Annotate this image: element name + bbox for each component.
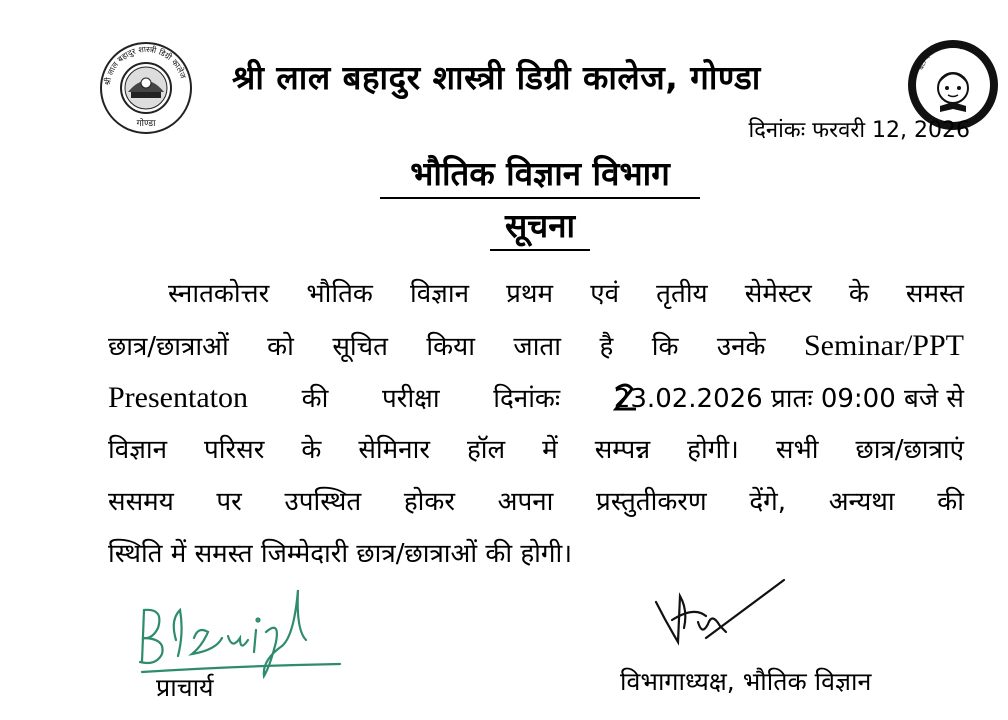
exam-date-time — [614, 373, 964, 425]
notice-line-5: ससमय पर उपस्थित होकर अपना प्रस्तुतीकरण देंगे, अन्यथा की — [108, 487, 964, 517]
principal-label: प्राचार्य — [156, 673, 214, 702]
seminar-ppt-text: Seminar/PPT — [803, 329, 964, 362]
department-heading: भौतिक विज्ञान विभाग — [380, 150, 700, 199]
notice-line-2 — [108, 320, 964, 372]
notice-line-3 — [108, 372, 964, 424]
hod-label: विभागाध्यक्ष, भौतिक विज्ञान — [620, 667, 872, 696]
seal-city-text: गोण्डा — [136, 119, 156, 129]
notice-line-2-text: छात्र/छात्राओं को सूचित किया जाता है कि उनके — [108, 332, 766, 362]
hod-signature — [650, 576, 790, 656]
notice-line-6: स्थिति में समस्त जिम्मेदारी छात्र/छात्राओं की होगी। — [108, 539, 573, 569]
notice-body — [108, 268, 964, 580]
notice-line-4: विज्ञान परिसर के सेमिनार हॉल में सम्पन्न होगी। सभी छात्र/छात्राएं — [108, 435, 964, 465]
handwritten-correction-mark — [612, 379, 640, 415]
notice-title: सूचना — [490, 202, 590, 251]
notice-date: दिनांकः फरवरी 12, 2026 — [748, 118, 970, 143]
seal-arc-text: श्री लाल बहादुर शास्त्री डिग्री कालेज — [102, 44, 188, 87]
logo-arc-text: बेटी बचाओ बेटी पढ़ाओ — [917, 40, 974, 71]
college-seal-logo — [98, 40, 194, 136]
exam-date-time-text: 23.02.2026 प्रातः 09:00 बजे से — [613, 384, 965, 414]
presentation-text: Presentaton — [108, 381, 248, 414]
notice-line-1: स्नातकोत्तर भौतिक विज्ञान प्रथम एवं तृतीय सेमेस्टर के समस्त — [168, 279, 964, 309]
exam-date-label: की परीक्षा दिनांकः — [301, 384, 561, 414]
college-name: श्री लाल बहादुर शास्त्री डिग्री कालेज, गोण्डा — [232, 58, 761, 97]
